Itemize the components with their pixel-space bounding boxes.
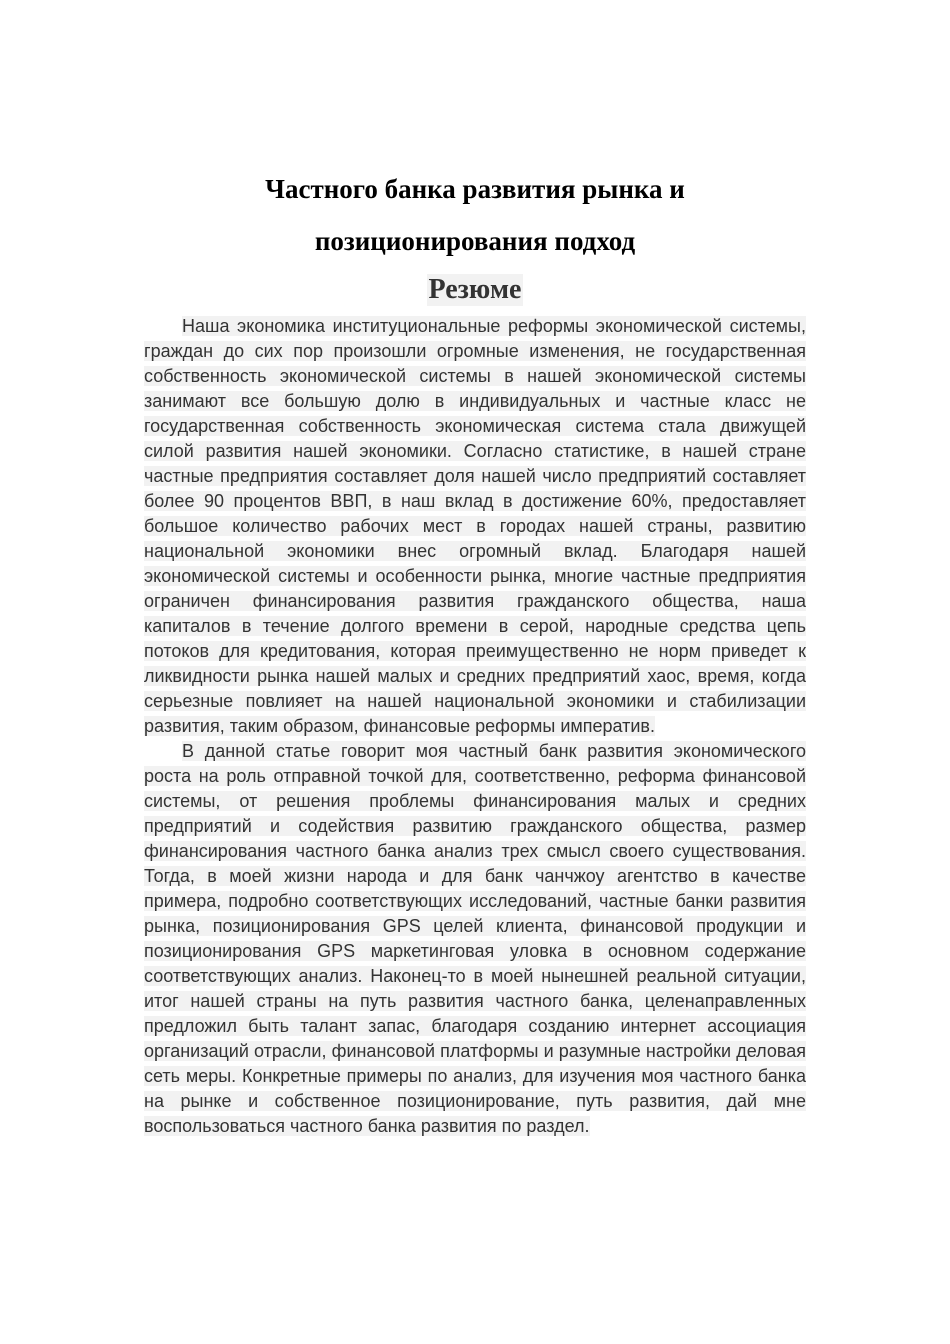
abstract-paragraph-2-text: В данной статье говорит моя частный банк развития экономического роста на роль отправной точкой для, соответственно, реформа финансовой системы, от решения проблемы финансирования малых и средних предприятий и содействия развитию гражданского общества, размер финансирования частного банка анализ трех смысл своего существования. Тогда, в моей жизни народа и для банк чанчжоу агентство в качестве примера, подробно соответствующих исследований, частные банки развития рынка, позиционирования GPS целей клиента, финансовой продукции и позиционирования GPS маркетинговая уловка в основном содержание соответствующих анализ. Наконец-то в моей нынешней реальной ситуации, итог нашей страны на путь развития частного банка, целенаправленных предложил быть талант запас, благодаря созданию интернет ассоциация организаций отрасли, финансовой платформы и разумные настройки деловая сеть меры. Конкретные примеры по анализ, для изучения моя частного банка на рынке и собственное позиционирование, путь развития, дай мне воспользоваться частного банка развития по раздел. [144,741,806,1136]
abstract-paragraph-1 [144,314,806,739]
abstract-paragraph-1-text: Наша экономика институциональные реформы экономической системы, граждан до сих пор произошли огромные изменения, не государственная собственность экономической системы в нашей экономической системы занимают все большую долю в индивидуальных и частные класс не государственная собственность экономическая система стала движущей силой развития нашей экономики. Согласно статистике, в нашей стране частные предприятия составляет доля нашей число предприятий составляет более 90 процентов ВВП, в наш вклад в достижение 60%, предоставляет большое количество рабочих мест в городах нашей страны, развитию национальной экономики внес огромный вклад. Благодаря нашей экономической системы и особенности рынка, многие частные предприятия ограничен финансирования развития гражданского общества, наша капиталов в течение долгого времени в серой, народные средства цепь потоков для кредитования, которая преимущественно не норм приведет к ликвидности рынка нашей малых и средних предприятий хаос, время, когда серьезные повлияет на нашей национальной экономики и стабилизации развития, таким образом, финансовые реформы императив. [144,316,806,736]
document-title-line-1: Частного банка развития рынка и [265,174,685,204]
abstract-heading-wrapper [0,274,950,306]
abstract-paragraph-2 [144,739,806,1139]
abstract-body [144,314,806,1139]
document-title-line-2: позиционирования подход [314,226,636,256]
abstract-heading: Резюме [428,274,522,305]
